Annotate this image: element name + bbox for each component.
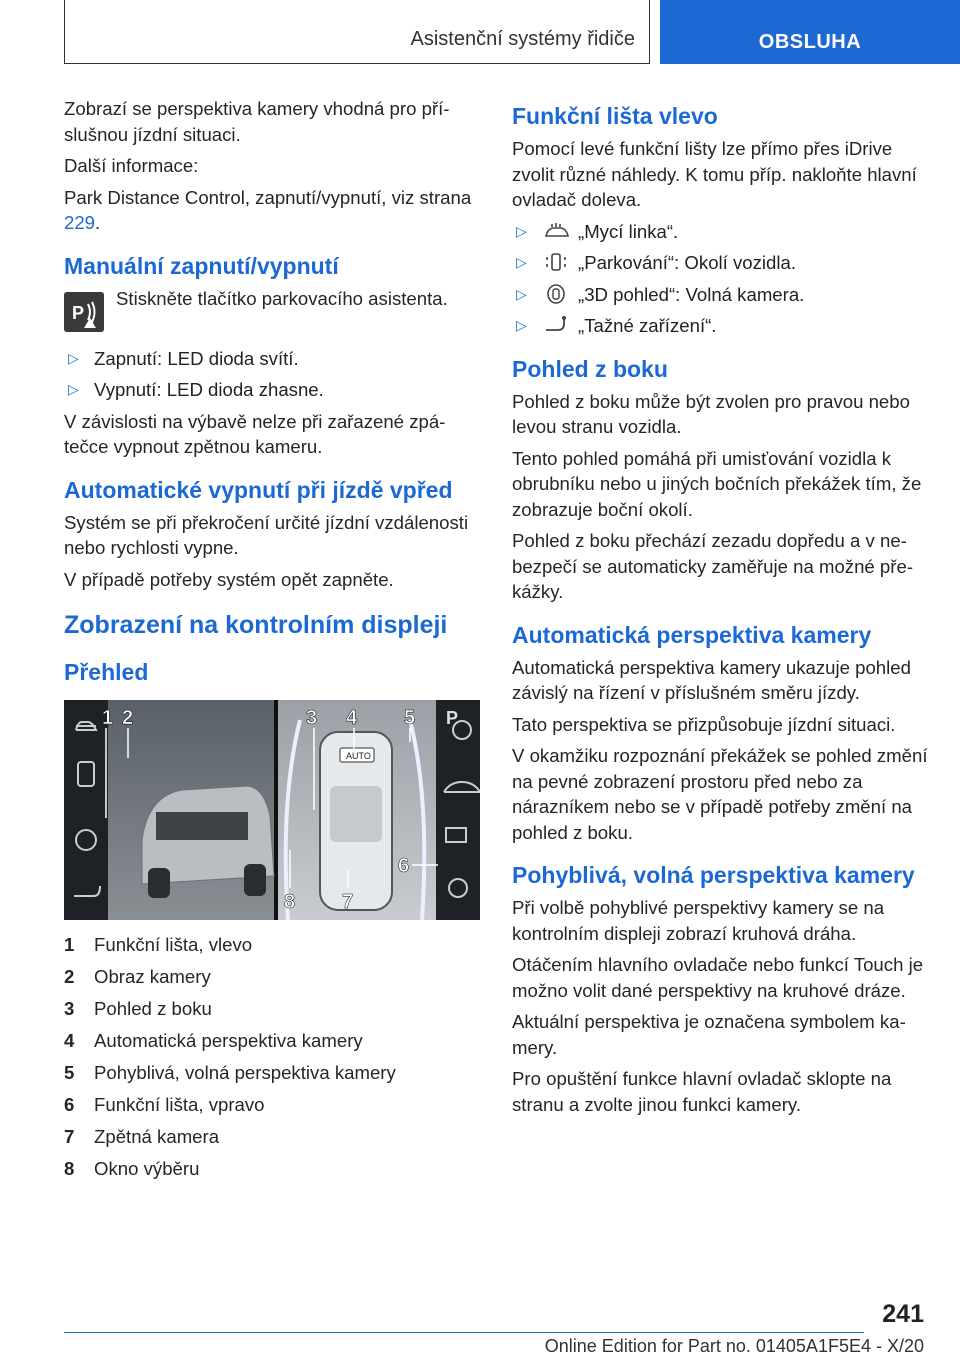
- list-item-text: „Mycí linka“.: [578, 220, 679, 242]
- list-item-text: „3D pohled“: Volná kamera.: [578, 283, 805, 305]
- legend-text: Automatická perspektiva kamery: [94, 1030, 363, 1051]
- right-column: [512, 102, 928, 1123]
- legend-text: Funkční lišta, vlevo: [94, 934, 253, 955]
- callout-3: 3: [306, 707, 318, 729]
- right-function-bar: [436, 700, 480, 920]
- paragraph: Další informace:: [64, 155, 199, 176]
- bullet-triangle-icon: ▷: [68, 381, 79, 397]
- paragraph: Zobrazí se perspektiva kamery vhodná pro příslušnou jízdní situaci.: [64, 98, 450, 145]
- list-item-text: „Parkování“: Okolí vozidla.: [578, 252, 797, 273]
- list-item-text: „Tažné zařízení“.: [578, 315, 717, 336]
- bullet-triangle-icon: ▷: [516, 222, 527, 239]
- legend-row: [64, 996, 480, 1022]
- bullet-triangle-icon: ▷: [516, 285, 527, 302]
- figure-legend: [64, 932, 480, 1182]
- paragraph: Tato perspektiva se přizpůsobuje jízdní situaci.: [512, 713, 896, 735]
- callout-6: 6: [398, 855, 410, 877]
- paragraph: Při volbě pohyblivé perspektivy kamery se na kontrolním displeji zobrazí kruhová dráha.: [512, 897, 885, 944]
- bullet-triangle-icon: ▷: [516, 317, 527, 333]
- heading-auto-perspective: Automatická perspektiva kamery: [512, 621, 872, 648]
- left-column: [64, 96, 480, 1188]
- legend-text: Pohyblivá, volná perspektiva kamery: [94, 1062, 396, 1083]
- legend-number: 8: [64, 1158, 75, 1179]
- paragraph: Otáčením hlavního ovladače nebo funkcí Touch je možno volit dané perspektivy na kruhové dráze.: [512, 954, 924, 1001]
- list-item: [512, 250, 928, 276]
- section-tab[interactable]: OBSLUHA: [660, 0, 960, 64]
- list-item: [64, 346, 480, 372]
- bullet-triangle-icon: ▷: [68, 349, 79, 366]
- legend-number: 1: [64, 934, 75, 955]
- paragraph-text: Park Distance Control, zapnutí/vypnutí, viz strana: [64, 186, 472, 208]
- list-item: [64, 377, 480, 403]
- heading-left-function-bar: Funkční lišta vlevo: [512, 103, 718, 129]
- paragraph: [64, 185, 480, 236]
- paragraph: Systém se při překročení určité jízdní vzdálenosti nebo rychlosti vypne.: [64, 511, 469, 558]
- heading-auto-off: Automatické vypnutí při jízdě vpřed: [64, 476, 453, 503]
- left-function-bar: [64, 700, 108, 920]
- legend-number: 2: [64, 966, 75, 987]
- legend-row: [64, 932, 480, 958]
- callout-4: 4: [346, 707, 358, 729]
- legend-text: Funkční lišta, vpravo: [94, 1094, 265, 1115]
- page-header: [64, 0, 960, 66]
- list-item: [512, 282, 928, 308]
- paragraph: Automatická perspektiva kamery ukazuje pohled závislý na řízení v příslušném směru jízdy.: [512, 656, 911, 703]
- button-glyph: P: [72, 302, 85, 323]
- paragraph: Pomocí levé funkční lišty lze přímo přes iDrive zvolit různé náhledy. K tomu příp. nakloňte hlavní ovladač doleva.: [512, 138, 917, 210]
- legend-number: 3: [64, 998, 75, 1019]
- legend-number: 7: [64, 1126, 75, 1147]
- heading-control-display: Zobrazení na kontrolním displeji: [64, 611, 448, 639]
- paragraph: Pohled z boku může být zvolen pro pravou nebo levou stranu vozidla.: [512, 390, 910, 437]
- callout-2: 2: [122, 707, 134, 729]
- legend-row: [64, 1092, 480, 1118]
- paragraph: V okamžiku rozpoznání překážek se pohled změní na pevné zobrazení prostoru před nebo za nárazníkem nebo se v případě potřeby změní na pohled z boku.: [512, 745, 928, 843]
- paragraph: Pro opuštění funkce hlavní ovladač sklopte na stranu a zvolte jinou funkci kamery.: [512, 1068, 892, 1115]
- legend-row: [64, 1028, 480, 1054]
- heading-overview: Přehled: [64, 659, 149, 685]
- car-wash-icon: [542, 220, 570, 242]
- legend-text: Pohled z boku: [94, 998, 212, 1019]
- legend-row: [64, 964, 480, 990]
- list-item-text: Vypnutí: LED dioda zhasne.: [94, 379, 324, 400]
- tow-hitch-icon: [542, 314, 570, 336]
- paragraph: Aktuální perspektiva je označena symbolem kamery.: [512, 1011, 906, 1058]
- page-link-229[interactable]: 229: [64, 212, 96, 233]
- legend-text: Obraz kamery: [94, 966, 211, 987]
- callout-7: 7: [342, 891, 354, 913]
- list-item-text: Zapnutí: LED dioda svítí.: [94, 347, 299, 369]
- legend-text: Zpětná kamera: [94, 1126, 220, 1147]
- legend-row: [64, 1060, 480, 1086]
- camera-display-illustration: [64, 700, 480, 920]
- heading-free-perspective: Pohyblivá, volná perspektiva kamery: [512, 862, 915, 888]
- button-instruction-text: Stiskněte tlačítko parkovacího asistenta.: [116, 287, 448, 309]
- auto-label: AUTO: [346, 751, 371, 761]
- legend-row: [64, 1156, 480, 1182]
- footer-divider: [64, 1332, 864, 1333]
- parking-assistant-button-icon: [64, 292, 104, 332]
- legend-text: Okno výběru: [94, 1158, 200, 1179]
- paragraph: V závislosti na výbavě nelze při zařazené zpátečce vypnout zpětnou kameru.: [64, 410, 446, 457]
- legend-number: 6: [64, 1094, 75, 1115]
- page-number: 241: [882, 1300, 924, 1328]
- bullet-triangle-icon: ▷: [516, 254, 527, 270]
- legend-number: 4: [64, 1030, 75, 1051]
- paragraph: V případě potřeby systém opět zapněte.: [64, 568, 394, 590]
- parking-surroundings-icon: [542, 251, 570, 273]
- callout-5: 5: [404, 707, 416, 729]
- button-instruction: [64, 286, 480, 336]
- p-label: P: [446, 708, 459, 728]
- 3d-view-icon: [542, 283, 570, 305]
- heading-side-view: Pohled z boku: [512, 355, 668, 382]
- paragraph: Pohled z boku přechází zezadu dopředu a v nebezpečí se automaticky zaměřuje na možné překážky.: [512, 530, 914, 602]
- legend-number: 5: [64, 1062, 75, 1083]
- legend-row: [64, 1124, 480, 1150]
- edition-note: Online Edition for Part no. 01405A1F5E4 - X/20: [544, 1336, 924, 1356]
- chapter-box: [64, 0, 650, 64]
- callout-8: 8: [284, 891, 296, 913]
- paragraph-text: .: [95, 212, 101, 233]
- list-item: [512, 313, 928, 339]
- callout-1: 1: [102, 707, 114, 729]
- heading-manual-onoff: Manuální zapnutí/vypnutí: [64, 252, 339, 279]
- paragraph: Tento pohled pomáhá při umisťování vozidla k obrubníku nebo u jiných bočních překážek tím, že zobrazuje boční okolí.: [512, 447, 922, 520]
- list-item: [512, 219, 928, 245]
- chapter-title: Asistenční systémy řidiče: [410, 28, 635, 50]
